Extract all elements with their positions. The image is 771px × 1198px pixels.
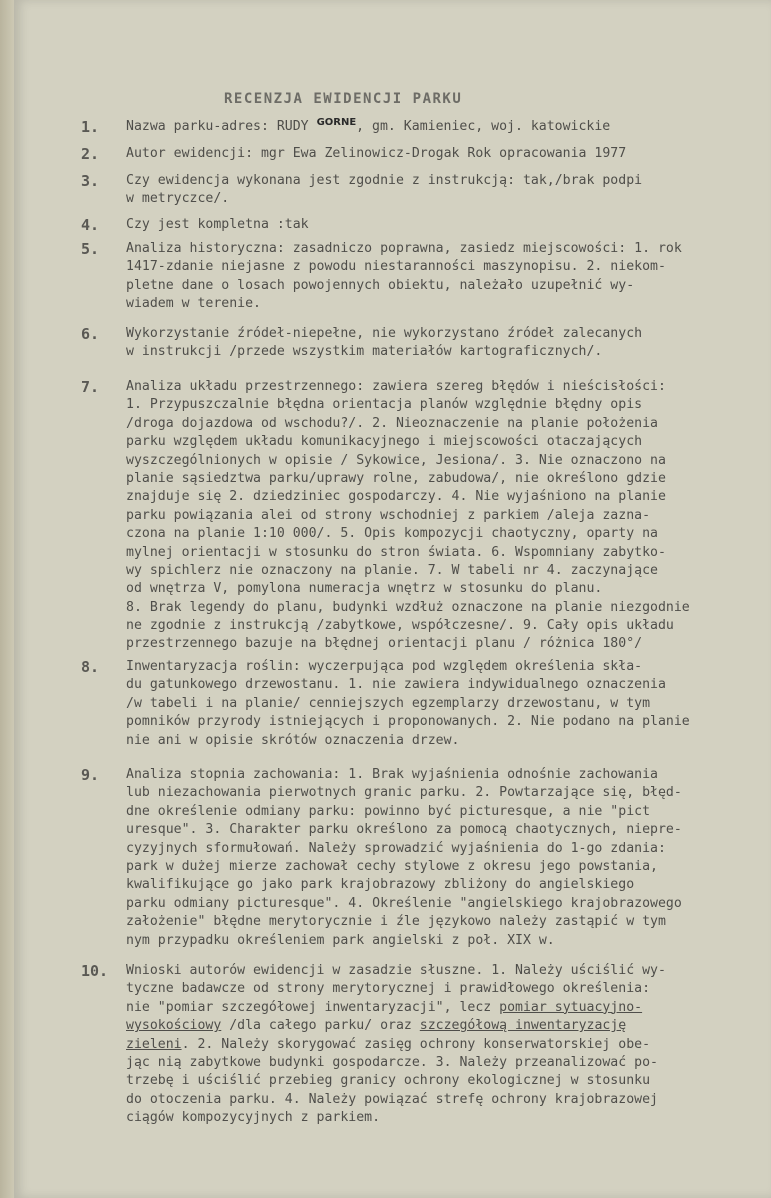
item-line: zieleni. 2. Należy skorygować zasięg ochrony konserwatorskiej obe-: [126, 1036, 651, 1052]
item-line: dne określenie odmiany parku: powinno być picturesque, a nie "pict: [126, 803, 651, 819]
underlined-phrase: pomiar sytuacyjno-: [499, 999, 643, 1015]
item-line: czona na planie 1:10 000/. 5. Opis kompozycji chaotyczny, oparty na: [126, 526, 658, 542]
item-line: du gatunkowego drzewostanu. 1. nie zawiera indywidualnego oznaczenia: [126, 677, 666, 693]
item-line: przestrzennego bazuje na błędnej orientacji planu / różnica 180°/: [126, 636, 643, 652]
item-number: 7.: [81, 378, 100, 396]
item-number: 8.: [81, 658, 100, 676]
item-line: parku odmiany picturesque". 4. Określenie "angielskiego krajobrazowego: [126, 895, 682, 911]
item-line: Analiza stopnia zachowania: 1. Brak wyjaśnienia odnośnie zachowania: [126, 767, 658, 782]
item-number: 10.: [81, 962, 109, 980]
item-number: 2.: [81, 145, 100, 163]
item-line: nym przypadku określeniem park angielski z poł. XIX w.: [126, 932, 555, 948]
item-line: /droga dojazdowa od wschodu?/. 2. Nieoznaczenie na planie położenia: [126, 415, 658, 431]
item-line: ne zgodnie z instrukcją /zabytkowe, współczesne/. 9. Cały opis układu: [126, 618, 674, 634]
item-line: parku względem układu komunikacyjnego i miejscowości otaczających: [126, 434, 643, 450]
item-number: 3.: [81, 172, 100, 190]
item-line: nie "pomiar szczegółowej inwentaryzacji", lecz pomiar sytuacyjno-: [126, 999, 643, 1015]
item-line: od wnętrza V, pomylona numeracja wnętrz w stosunku do planu.: [126, 581, 603, 597]
document-title: RECENZJA EWIDENCJI PARKU: [224, 91, 463, 107]
item-line: uresque". 3. Charakter parku określono za pomocą chaotycznych, niepre-: [126, 822, 682, 838]
page-edge: [0, 0, 14, 1198]
item-line: Wykorzystanie źródeł-niepełne, nie wykorzystano źródeł zalecanych: [126, 326, 643, 341]
item-line: znajduje się 2. dziedziniec gospodarczy. 4. Nie wyjaśniono na planie: [126, 489, 666, 505]
underlined-phrase: zieleni: [126, 1036, 182, 1052]
item-line: Czy ewidencja wykonana jest zgodnie z instrukcją: tak,/brak podpi: [126, 173, 643, 188]
item-line: ciągów kompozycyjnych z parkiem.: [126, 1110, 381, 1126]
item-line: jąc nią zabytkowe budynki gospodarcze. 3. Należy przeanalizować po-: [126, 1054, 658, 1070]
item-line: Czy jest kompletna :tak: [126, 217, 309, 232]
item-line: 1417-zdanie niejasne z powodu niestaranności maszynopisu. 2. niekom-: [126, 259, 666, 275]
item-line: lub niezachowania pierwotnych granic parku. 2. Powtarzające się, błęd-: [126, 785, 682, 801]
item-line: planie sąsiedztwa parku/uprawy rolne, zabudowa/, nie określono gdzie: [126, 470, 666, 486]
item-line: wy spichlerz nie oznaczony na planie. 7. W tabeli nr 4. zaczynające: [126, 562, 658, 578]
item-line: trzebę i uściślić przebieg granicy ochrony ekologicznej w stosunku: [126, 1073, 651, 1089]
item-line: w metryczce/.: [126, 191, 230, 207]
item-line: 8. Brak legendy do planu, budynki wzdłuż oznaczone na planie niezgodnie: [126, 599, 690, 615]
item-line: założenie" błędne merytorycznie i źle językowo należy zastąpić w tym: [126, 914, 666, 930]
item-line: /w tabeli i na planie/ cenniejszych egzemplarzy drzewostanu, w tym: [126, 695, 651, 711]
item-line: tyczne badawcze od strony merytorycznej i prawidłowego określenia:: [126, 981, 651, 997]
item-line: Analiza historyczna: zasadniczo poprawna, zasiedz miejscowości: 1. rok: [126, 241, 682, 256]
item-line: wiadem w terenie.: [126, 296, 261, 312]
item-line: Inwentaryzacja roślin: wyczerpująca pod względem określenia skła-: [126, 659, 643, 674]
item-line: parku powiązania alei od strony wschodniej z parkiem /aleja zazna-: [126, 507, 651, 523]
item-line: wyszczególnionych w opisie / Sykowice, Jesiona/. 3. Nie oznaczono na: [126, 452, 666, 468]
item-line: cyzyjnych sformułowań. Należy sprowadzić wyjaśnienia do 1-go zdania:: [126, 840, 666, 856]
item-line: kwalifikujące go jako park krajobrazowy zbliżony do angielskiego: [126, 877, 635, 893]
item-line: pomników przyrody istniejących i proponowanych. 2. Nie podano na planie: [126, 714, 690, 730]
item-number: 9.: [81, 766, 100, 784]
item-number: 5.: [81, 240, 100, 258]
item-line: Wnioski autorów ewidencji w zasadzie słuszne. 1. Należy uściślić wy-: [126, 963, 666, 978]
item-number: 1.: [81, 118, 100, 136]
item-line: Nazwa parku-adres: RUDY $^{GÓRNE}$, gm. Kamieniec, woj. katowickie: [126, 118, 611, 134]
underlined-phrase: wysokościowy: [126, 1018, 222, 1034]
item-line: 1. Przypuszczalnie błędna orientacja planów względnie błędny opis: [126, 397, 643, 413]
item-line: w instrukcji /przede wszystkim materiałów kartograficznych/.: [126, 344, 603, 360]
item-number: 6.: [81, 325, 100, 343]
item-line: nie ani w opisie skrótów oznaczenia drzew.: [126, 732, 460, 748]
item-line: wysokościowy /dla całego parku/ oraz szczegółową inwentaryzację: [126, 1018, 627, 1034]
handwritten-annotation: GÓRNE: [316, 118, 357, 128]
item-line: Autor ewidencji: mgr Ewa Zelinowicz-Drogak Rok opracowania 1977: [126, 146, 627, 161]
document-page: [14, 0, 771, 1198]
item-number: 4.: [81, 216, 100, 234]
item-line: park w dużej mierze zachował cechy stylowe z okresu jego powstania,: [126, 858, 658, 874]
item-line: Analiza układu przestrzennego: zawiera szereg błędów i nieścisłości:: [126, 379, 666, 394]
item-line: do otoczenia parku. 4. Należy powiązać strefę ochrony krajobrazowej: [126, 1091, 658, 1107]
item-line: pletne dane o losach powojennych obiektu, należało uzupełnić wy-: [126, 277, 635, 293]
item-line: mylnej orientacji w stosunku do stron świata. 6. Wspomniany zabytko-: [126, 544, 666, 560]
underlined-phrase: szczegółową inwentaryzację: [419, 1018, 627, 1034]
